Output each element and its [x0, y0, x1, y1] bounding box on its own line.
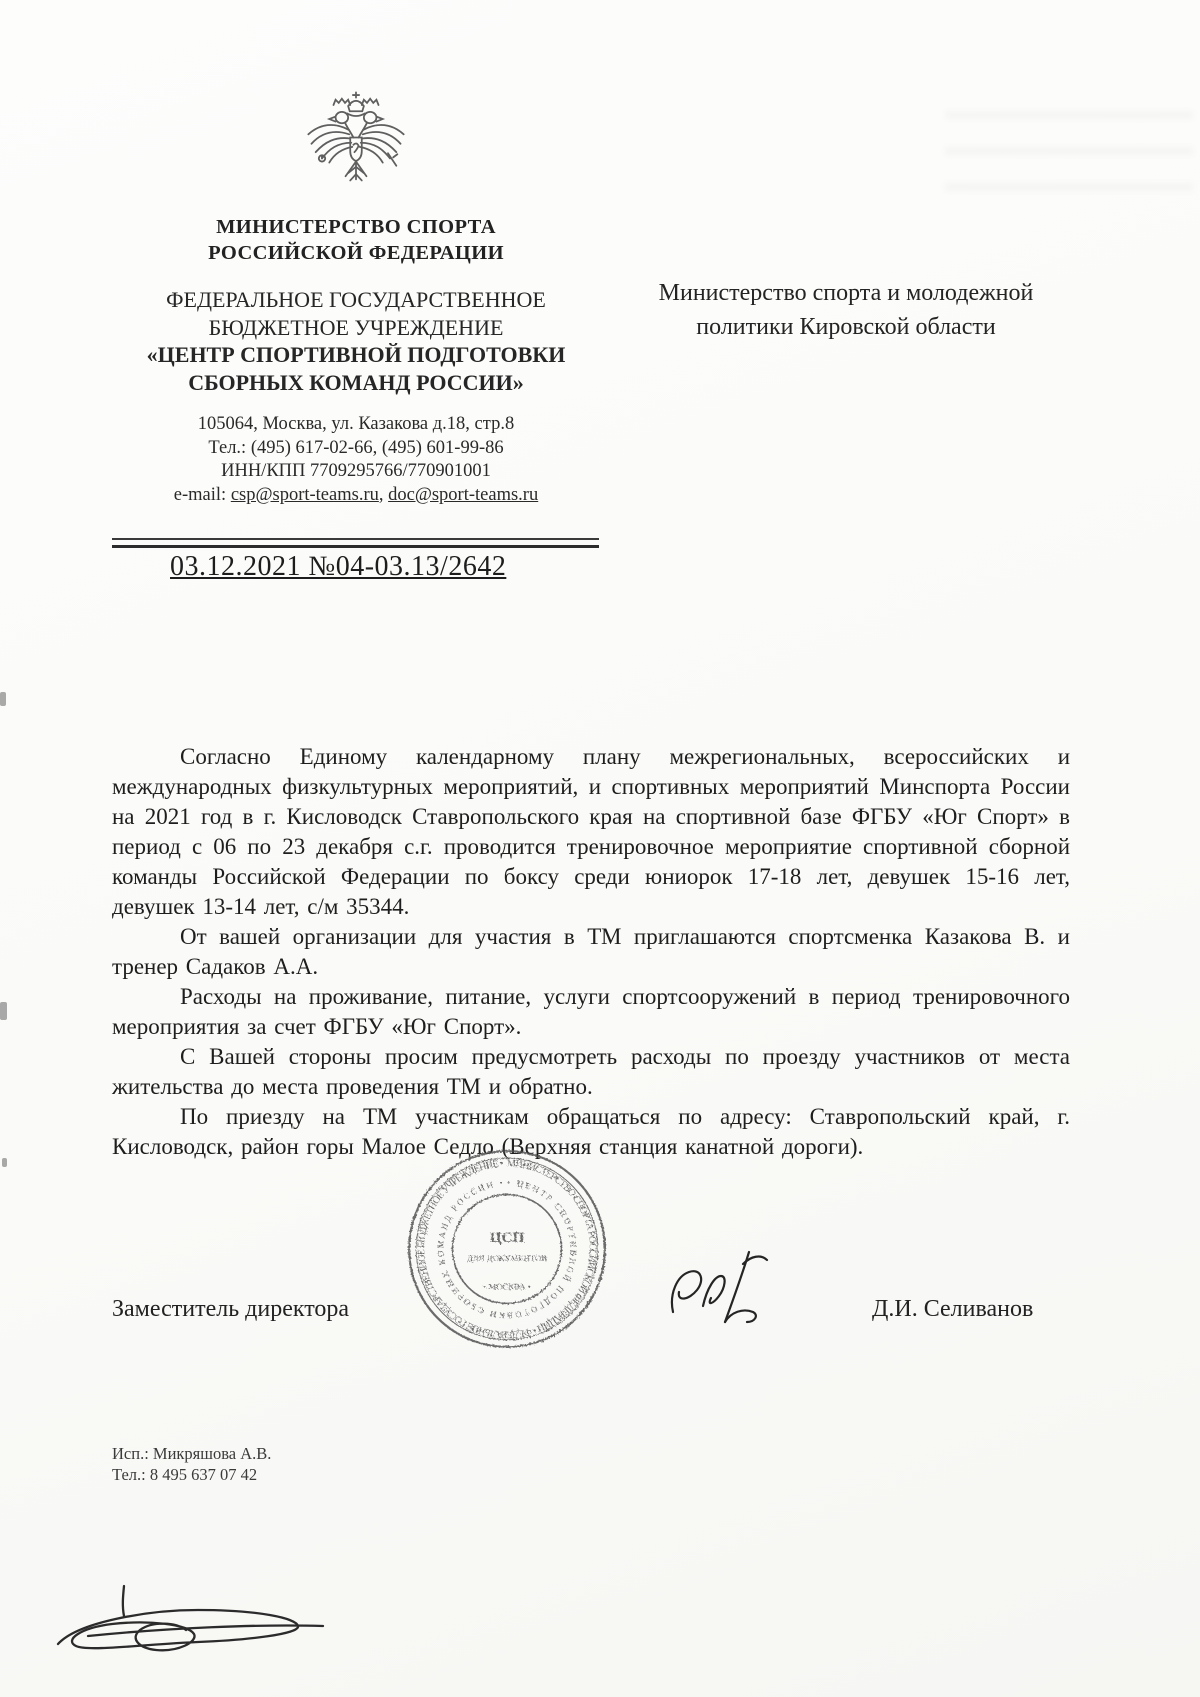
recipient-line2: политики Кировской области [696, 314, 996, 340]
coat-of-arms-eagle-icon [301, 90, 411, 208]
paragraph-5: По приезду на ТМ участникам обращаться по адресу: Ставропольский край, г. Кисловодск, район горы Малое Седло (Верхняя станция канатной дороги). [112, 1104, 1070, 1159]
stamp-center-purpose: ДЛЯ ДОКУМЕНТОВ [466, 1253, 548, 1264]
recipient-block [628, 276, 1064, 344]
scan-speck [2, 1158, 7, 1167]
organization-name [110, 286, 602, 396]
org-line3: «ЦЕНТР СПОРТИВНОЙ ПОДГОТОВКИ [146, 342, 566, 367]
executor-name: Исп.: Микряшова А.В. [112, 1444, 272, 1463]
stamp-city: • МОСКВА • [483, 1281, 531, 1292]
letterhead [110, 90, 602, 507]
scan-speck [0, 692, 6, 706]
paragraph-1: Согласно Единому календарному плану межрегиональных, всероссийских и международных физкультурных мероприятий, и спортивных мероприятий Минспорта России на 2021 год в г. Кисловодск Ставропольского края на спортивной базе ФГБУ «Юг Спорт» в период с 06 по 23 декабря с.г. проводится тренировочное мероприятие спортивной сборной команды Российской Федерации по боксу среди юниорок 17-18 лет, девушек 15-16 лет, девушек 13-14 лет, с/м 35344. [112, 744, 1070, 919]
ministry-line1: МИНИСТЕРСТВО СПОРТА [216, 216, 496, 238]
email-address-2: doc@sport-teams.ru [388, 484, 539, 505]
signatory-name: Д.И. Селиванов [872, 1296, 1034, 1322]
phone-line: Тел.: (495) 617-02-66, (495) 601-99-86 [208, 437, 504, 458]
paragraph-3: Расходы на проживание, питание, услуги спортсооружений в период тренировочного мероприятия за счет ФГБУ «Юг Спорт». [112, 984, 1070, 1039]
paragraph-2: От вашей организации для участия в ТМ приглашаются спортсменка Казакова В. и тренер Садаков А.А. [112, 924, 1070, 979]
scan-bleedthrough-artifact [945, 108, 1193, 206]
executor-phone: Тел.: 8 495 637 07 42 [112, 1465, 258, 1484]
email-label: e-mail: [173, 484, 227, 505]
svg-text:• ЦЕНТР СПОРТИВНОЙ ПОДГОТОВКИ [435, 1177, 578, 1320]
letterhead-divider-rule [112, 538, 599, 548]
org-line4: СБОРНЫХ КОМАНД РОССИИ» [188, 369, 524, 395]
executor-block [112, 1443, 271, 1485]
ministry-name [110, 214, 602, 266]
ministry-line2: РОССИЙСКОЙ ФЕДЕРАЦИИ [208, 242, 504, 264]
stamp-inner-ring-text: • ЦЕНТР СПОРТИВНОЙ ПОДГОТОВКИ СБОРНЫХ КОМАНД РОССИИ • [435, 1177, 579, 1321]
inn-kpp-line: ИНН/КПП 7709295766/770901001 [221, 461, 491, 481]
address-line: 105064, Москва, ул. Казакова д.18, стр.8 [197, 414, 515, 434]
round-stamp [396, 1138, 618, 1360]
email-line [110, 484, 602, 508]
letter-body [112, 742, 1070, 1162]
recipient-line1: Министерство спорта и молодежной [658, 280, 1034, 306]
org-line2: БЮДЖЕТНОЕ УЧРЕЖДЕНИЕ [208, 314, 504, 340]
stamp-outer-ring-text: МИНИСТЕРСТВО СПОРТА РОССИЙСКОЙ ФЕДЕРАЦИИ • ФЕДЕРАЛЬНОЕ ГОСУДАРСТВЕННОЕ БЮДЖЕТНОЕ УЧРЕЖДЕНИЕ • [416, 1158, 598, 1340]
email-address-1: csp@sport-teams.ru [230, 484, 379, 505]
contact-block [110, 413, 602, 507]
handwritten-scribble [28, 1566, 338, 1681]
director-signature [655, 1242, 805, 1342]
paragraph-4: С Вашей стороны просим предусмотреть расходы по проезду участников от места жительства до места проведения ТМ и обратно. [112, 1044, 1070, 1099]
org-line1: ФЕДЕРАЛЬНОЕ ГОСУДАРСТВЕННОЕ [166, 287, 546, 312]
scan-speck [0, 1002, 7, 1020]
stamp-center-abbr: ЦСП [489, 1229, 525, 1246]
reference-number: 03.12.2021 №04-03.13/2642 [170, 551, 507, 582]
signatory-title: Заместитель директора [112, 1296, 350, 1322]
email-separator: , [378, 484, 384, 505]
